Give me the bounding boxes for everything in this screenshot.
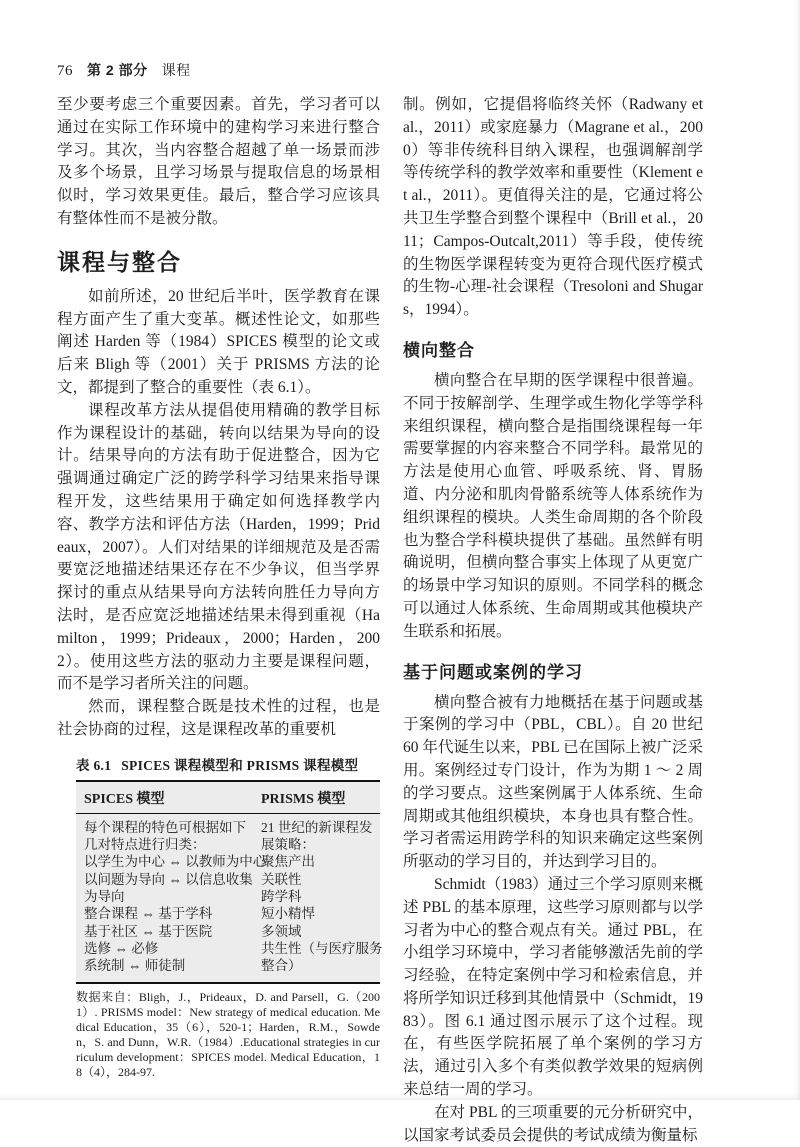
part-label: 第 2 部分	[87, 62, 148, 78]
table-line: 为导向	[84, 888, 125, 904]
table-line: 展策略：	[261, 837, 315, 853]
table-line: 聚焦产出	[261, 854, 315, 870]
paragraph-continuation: 制。例如，它提倡将临终关怀（Radwany et al.，2011）或家庭暴力（Magrane et al.，2000）等非传统科目纳入课程，也强调解剖学等传统学科的教学效率和重要性（Klement et al.，2011）。更值得关注的是，它通过将公共卫生学整合到整个课程中（Brill et al.，2011；Campos-Outcalt,2011）等手段，使传统的生物医学课程转变为更符合现代医疗模式的生物-心理-社会课程（Tresoloni and Shugars，1994）。	[403, 96, 703, 319]
paragraph: 横向整合在早期的医学课程中很普遍。不同于按解剖学、生理学或生物化学等学科来组织课程，横向整合是指围绕课程每一年需要掌握的内容来整合不同学科。最常见的方法是使用心血管、呼吸系统、肾、胃肠道、内分泌和肌肉骨骼系统等人体系统作为组织课程的模块。人类生命周期的各个阶段也为整合学科模块提供了基础。虽然鲜有明确说明，但横向整合事实上体现了从更宽广的场景中学习知识的原则。不同学科的概念可以通过人体系统、生命周期或其他模块产生联系和拓展。	[403, 371, 703, 640]
running-header	[57, 60, 703, 80]
paragraph: 横向整合被有力地概括在基于问题或基于案例的学习中（PBL，CBL）。自 20 世纪 60 年代诞生以来，PBL 已在国际上被广泛采用。案例经过专门设计，作为为期 1 ～ 2 周的学习要点。这些案例属于人体系统、生命周期或其他组织模块，本身也具有整合性。学习者需运用跨学科的知识来确定这些案例所驱动的学习目的，并达到学习目的。	[403, 693, 703, 871]
table-header-prisms: PRISMS 模型	[261, 791, 346, 807]
table-line: 基于社区 ⇔ 基于医院	[84, 923, 213, 939]
paragraph: 如前所述，20 世纪后半叶，医学教育在课程方面产生了重大变革。概述性论文，如那些阐述 Harden 等（1984）SPICES 模型的论文或后来 Bligh 等（2001）关于 PRISMS 方法的论文，都提到了整合的重要性（表 6.1）。	[57, 287, 380, 396]
paragraph: Schmidt（1983）通过三个学习原则来概述 PBL 的基本原理，这些学习原则都与以学习者为中心的整合观点有关。通过 PBL，在小组学习环境中，学习者能够激活先前的学习经验，在特定案例中学习和检索信息，并将所学知识迁移到其他情景中（Schmidt，1983）。图 6.1 通过图示展示了这个过程。现在，有些医学院拓展了单个案例的学习方法，通过引入多个有类似教学效果的短病例来总结一周的学习。	[403, 875, 703, 1099]
table-line: 系统制 ⇔ 师徒制	[84, 958, 186, 974]
right-column	[403, 94, 703, 1147]
two-column-layout	[57, 94, 703, 1147]
paragraph: 在对 PBL 的三项重要的元分析研究中，以国家考试委员会提供的考试成绩为衡量标	[403, 1103, 703, 1144]
section-heading-curriculum-integration: 课程与整合	[57, 248, 182, 275]
table-caption-label: 表 6.1	[76, 757, 112, 773]
table-line: 短小精悍	[261, 906, 315, 922]
table-line: 多领域	[261, 923, 302, 939]
table-line: 以学生为中心 ⇔ 以教师为中心	[84, 854, 267, 870]
table-cell-prisms	[261, 819, 383, 975]
paragraph: 课程改革方法从提倡使用精确的教学目标作为课程设计的基础，转向以结果为导向的设计。结果导向的方法有助于促进整合，因为它强调通过确定广泛的跨学科学习结果来指导课程开发，这些结果用于确定如何选择教学内容、教学方法和评估方法（Harden，1999；Prideaux，2007）。人们对结果的详细规范及是否需要宽泛地描述结果还存在不少争议，但当学界探讨的重点从结果导向方法转向胜任力导向方法时，是否应宽泛地描述结果未得到重视（Hamilton，1999；Prideaux，2000；Harden，2002）。使用这些方法的驱动力主要是课程问题，而不是学习者所关注的问题。	[57, 401, 380, 693]
table-line: 每个课程的特色可根据如下	[84, 819, 246, 835]
table-line: 几对特点进行归类：	[84, 837, 206, 853]
table-line: 选修 ⇔ 必修	[84, 940, 159, 956]
table-caption	[76, 754, 380, 774]
left-column	[57, 94, 383, 1147]
table-line: 21 世纪的新课程发	[261, 819, 373, 835]
page-content	[57, 60, 703, 1147]
table-body-row	[76, 814, 383, 983]
table-box	[76, 780, 383, 985]
table-source-note: 数据来自：Bligh，J.，Prideaux，D. and Parsell，G.（2001）. PRISMS model：New strategy of medical education. Medical Education，35（6），520-1；Harden，R.M.，Sowden，S. and Dunn，W.R.（1984）.Educational strategies in curriculum development：SPICES model. Medical Education，18（4），284-97.	[76, 990, 380, 1080]
table-header-row	[76, 782, 380, 814]
table-6-1	[76, 754, 383, 1081]
table-line: 以问题为导向 ⇔ 以信息收集	[84, 871, 253, 887]
table-line: 关联性	[261, 871, 302, 887]
subsection-heading-horizontal-integration: 横向整合	[403, 340, 475, 360]
table-caption-title: SPICES 课程模型和 PRISMS 课程模型	[121, 757, 359, 773]
paragraph: 然而，课程整合既是技术性的过程，也是社会协商的过程，这是课程改革的重要机	[57, 698, 380, 738]
subsection-heading-problem-case-learning: 基于问题或案例的学习	[403, 662, 583, 682]
paragraph-continuation: 至少要考虑三个重要因素。首先，学习者可以通过在实际工作环境中的建构学习来进行整合学习。其次，当内容整合超越了单一场景而涉及多个场景，且学习场景与提取信息的场景相似时，学习效果更佳。最后，整合学习应该具有整体性而不是被分散。	[57, 96, 380, 227]
table-header-spices: SPICES 模型	[84, 791, 165, 807]
page-number: 76	[57, 63, 73, 79]
table-line: 跨学科	[261, 888, 302, 904]
table-line: 共生性（与医疗服务	[261, 940, 383, 956]
chapter-label: 课程	[161, 64, 191, 79]
table-line: 整合）	[261, 958, 302, 974]
table-line: 整合课程 ⇔ 基于学科	[84, 906, 213, 922]
table-cell-spices	[84, 819, 267, 975]
